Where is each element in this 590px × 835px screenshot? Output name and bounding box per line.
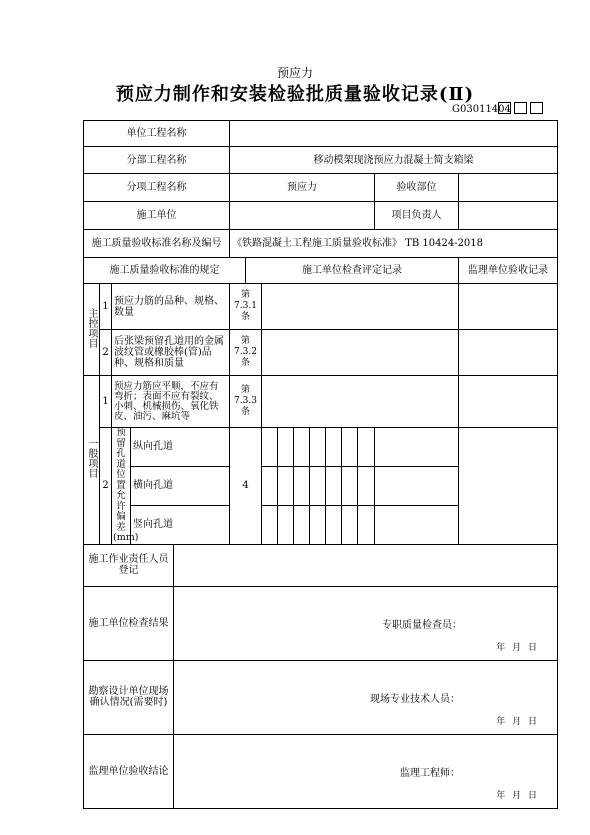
longitudinal-duct-cell[interactable] — [262, 428, 278, 467]
supervisor-date: 年 月 日 — [496, 790, 540, 801]
main-item-1-clause: 第7.3.1条 — [230, 284, 262, 330]
contractor-check-column-header: 施工单位检查评定记录 — [246, 258, 459, 284]
supervisor-signer-label: 监理工程师： — [400, 767, 460, 779]
longitudinal-duct-cell[interactable] — [278, 428, 294, 467]
general-items-group-label: 一般项目 — [84, 376, 100, 545]
sub-project-value[interactable]: 移动模架现浇预应力混凝土简支箱梁 — [230, 147, 558, 174]
main-item-2-clause: 第7.3.2条 — [230, 330, 262, 376]
supervisor-check-column-header: 监理单位验收记录 — [459, 258, 558, 284]
spec-column-header: 施工质量验收标准的规定 — [84, 258, 246, 284]
longitudinal-duct-cell[interactable] — [358, 428, 375, 467]
transverse-duct-label: 横向孔道 — [131, 466, 230, 505]
standard-value[interactable]: 《铁路混凝土工程施工质量验收标准》 TB 10424-2018 — [230, 230, 558, 258]
transverse-duct-cell[interactable] — [326, 466, 342, 505]
acceptance-part-label: 验收部位 — [375, 174, 459, 202]
duct-tolerance-value: 4 — [230, 428, 262, 545]
registration-label: 施工作业责任人员登记 — [84, 544, 174, 586]
main-item-2-text: 后张梁预留孔道用的金属波纹管或橡胶棒(管)品种、规格和质量 — [112, 330, 230, 376]
sub-project-label: 分部工程名称 — [84, 147, 230, 174]
transverse-duct-cell[interactable] — [278, 466, 294, 505]
code-box-2[interactable] — [514, 102, 527, 114]
vertical-duct-cell[interactable] — [278, 505, 294, 544]
transverse-duct-cell[interactable] — [310, 466, 326, 505]
unit-project-label: 单位工程名称 — [84, 121, 230, 147]
item-project-label: 分项工程名称 — [84, 174, 230, 202]
project-leader-value[interactable] — [459, 202, 558, 230]
transverse-duct-cell[interactable] — [262, 466, 278, 505]
transverse-duct-cell[interactable] — [375, 466, 459, 505]
acceptance-part-value[interactable] — [459, 174, 558, 202]
general-item-2-supervisor-record[interactable] — [459, 428, 558, 545]
form-code: G03011404 — [452, 104, 511, 115]
general-item-1-clause: 第7.3.3条 — [230, 376, 262, 428]
longitudinal-duct-cell[interactable] — [310, 428, 326, 467]
acceptance-record-table — [83, 120, 558, 809]
main-item-1-text: 预应力筋的品种、规格、数量 — [112, 284, 230, 330]
design-confirmation-label: 勘察设计单位现场确认情况(需要时) — [84, 660, 174, 734]
main-item-2-contractor-record[interactable] — [262, 330, 459, 376]
registration-value[interactable] — [174, 544, 558, 586]
contractor-result-label: 施工单位检查结果 — [84, 586, 174, 660]
contractor-date: 年 月 日 — [496, 642, 540, 653]
design-signer-label: 现场专业技术人员： — [370, 693, 460, 705]
vertical-duct-cell[interactable] — [342, 505, 358, 544]
standard-label: 施工质量验收标准名称及编号 — [84, 230, 230, 258]
main-item-1-contractor-record[interactable] — [262, 284, 459, 330]
vertical-duct-cell[interactable] — [375, 505, 459, 544]
general-item-1-text: 预应力筋应平顺，不应有弯折；表面不应有裂纹、小刺、机械损伤、氧化铁皮、油污、麻坑等 — [112, 376, 230, 428]
vertical-duct-cell[interactable] — [358, 505, 375, 544]
transverse-duct-cell[interactable] — [342, 466, 358, 505]
vertical-duct-cell[interactable] — [262, 505, 278, 544]
transverse-duct-cell[interactable] — [358, 466, 375, 505]
main-items-group-label: 主控项目 — [84, 284, 100, 376]
design-date: 年 月 日 — [496, 716, 540, 727]
document-category: 预应力 — [276, 66, 313, 80]
transverse-duct-cell[interactable] — [294, 466, 310, 505]
longitudinal-duct-cell[interactable] — [294, 428, 310, 467]
main-item-1-no: 1 — [100, 284, 112, 330]
general-item-2-no: 2 — [100, 428, 112, 545]
longitudinal-duct-label: 纵向孔道 — [131, 428, 230, 467]
vertical-duct-cell[interactable] — [326, 505, 342, 544]
construction-unit-label: 施工单位 — [84, 202, 230, 230]
construction-unit-value[interactable] — [230, 202, 375, 230]
main-item-2-no: 2 — [100, 330, 112, 376]
contractor-signer-label: 专职质量检查员： — [382, 619, 462, 631]
item-project-value[interactable]: 预应力 — [230, 174, 375, 202]
main-item-2-supervisor-record[interactable] — [459, 330, 558, 376]
vertical-duct-cell[interactable] — [294, 505, 310, 544]
page-title: 预应力制作和安装检验批质量验收记录(Ⅱ) — [115, 84, 475, 105]
longitudinal-duct-cell[interactable] — [342, 428, 358, 467]
supervisor-conclusion-label: 监理单位验收结论 — [84, 734, 174, 808]
longitudinal-duct-cell[interactable] — [375, 428, 459, 467]
duct-deviation-label: 预留孔道位置允许偏差(mm) — [113, 427, 139, 543]
project-leader-label: 项目负责人 — [375, 202, 459, 230]
vertical-duct-label: 竖向孔道 — [131, 505, 230, 544]
code-box-3[interactable] — [530, 102, 543, 114]
general-item-1-supervisor-record[interactable] — [459, 376, 558, 428]
general-item-1-contractor-record[interactable] — [262, 376, 459, 428]
vertical-duct-cell[interactable] — [310, 505, 326, 544]
unit-project-value[interactable] — [230, 121, 558, 147]
main-item-1-supervisor-record[interactable] — [459, 284, 558, 330]
longitudinal-duct-cell[interactable] — [326, 428, 342, 467]
general-item-1-no: 1 — [100, 376, 112, 428]
code-box-1[interactable] — [498, 102, 511, 114]
